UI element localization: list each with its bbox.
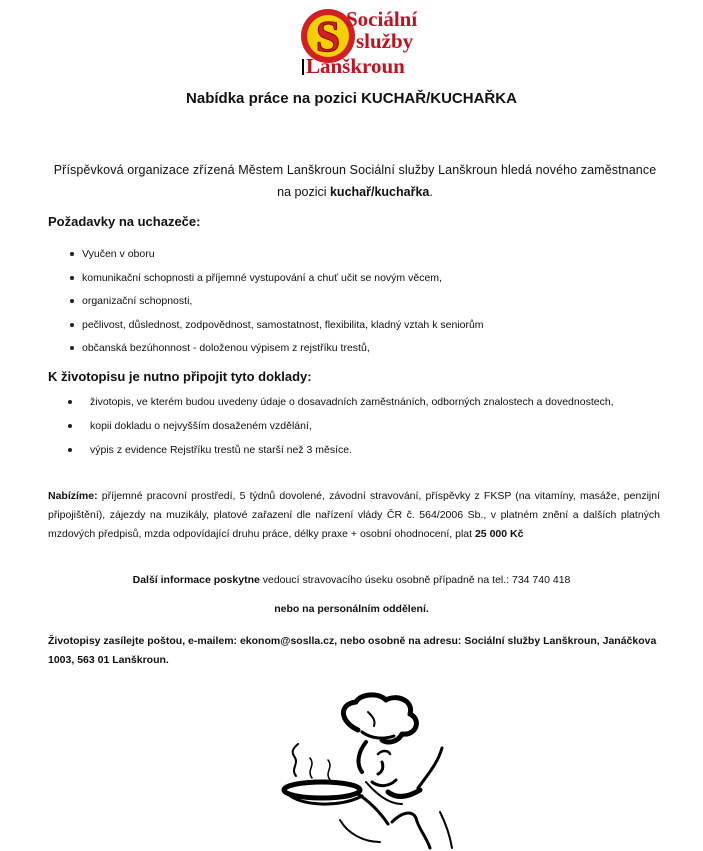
list-item: pečlivost, důslednost, zodpovědnost, samostatnost, flexibilita, kladný vztah k seniorům [70,317,484,341]
intro-line1: Příspěvková organizace zřízená Městem Lanškroun Sociální služby Lanškroun hledá nového zaměstnance [53,163,657,177]
chef-illustration [270,692,470,851]
logo-letter: S [315,12,341,61]
requirements-list [70,246,484,364]
documents-list [68,394,614,466]
intro-line2 [40,181,670,203]
requirements-heading: Požadavky na uchazeče: [48,214,201,229]
page-title: Nabídka práce na pozici KUCHAŘ/KUCHAŘKA [186,90,517,107]
logo-cursor [302,59,304,75]
offer-text: příjemné pracovní prostředí, 5 týdnů dovolené, závodní stravování, příspěvky z FKSP (na vitamíny, masáže, penzijní připojištění), zájezdy na muzikály, platové zařazení dle nařízení vlády ČR č. 564/2006 Sb., v platném znění a dalších platných mzdových předpisů, mzda odpovídající druhu práce, délky praxe + osobní ohodnocení, plat [48,490,660,540]
info-text: vedoucí stravovacího úseku osobně případně na tel.: 734 740 418 [259,574,571,586]
info-line [0,574,703,586]
list-item: komunikační schopnosti a příjemné vystupování a chuť učit se novým věcem, [70,270,484,294]
cv-instructions: Životopisy zasílejte poštou, e-mailem: ekonom@soslla.cz, nebo osobně na adresu: Sociální služby Lanškroun, Janáčkova 1003, 563 01 Lanškroun. [48,635,657,666]
info-bold: Další informace poskytne [132,574,260,586]
list-item: kopii dokladu o nejvyšším dosaženém vzdělání, [68,418,614,442]
list-item: životopis, ve kterém budou uvedeny údaje o dosavadních zaměstnáních, odborných znalostech a dovednostech, [68,394,614,418]
list-item: občanská bezúhonnost - doloženou výpisem z rejstříku trestů, [70,340,484,364]
offer-label: Nabízíme: [48,490,98,502]
list-item: výpis z evidence Rejstříku trestů ne starší než 3 měsíce. [68,442,614,466]
intro-line2-after: . [429,185,433,199]
intro-position: kuchař/kuchařka [329,185,430,199]
logo-line3: Lanškroun [306,54,405,78]
info-line2: nebo na personálním oddělení. [274,603,429,615]
intro-paragraph [40,159,670,203]
logo-graphic [300,2,440,78]
offer-paragraph [48,487,660,544]
intro-line2-before: na pozici [277,185,330,199]
logo [300,2,440,78]
chef-icon [270,692,470,851]
documents-heading: K životopisu je nutno připojit tyto doklady: [48,369,312,384]
list-item: organizační schopnosti, [70,293,484,317]
offer-salary: 25 000 Kč [474,528,524,540]
logo-line2: služby [356,29,414,53]
logo-line1: Sociální [346,7,418,31]
list-item: Vyučen v oboru [70,246,484,270]
